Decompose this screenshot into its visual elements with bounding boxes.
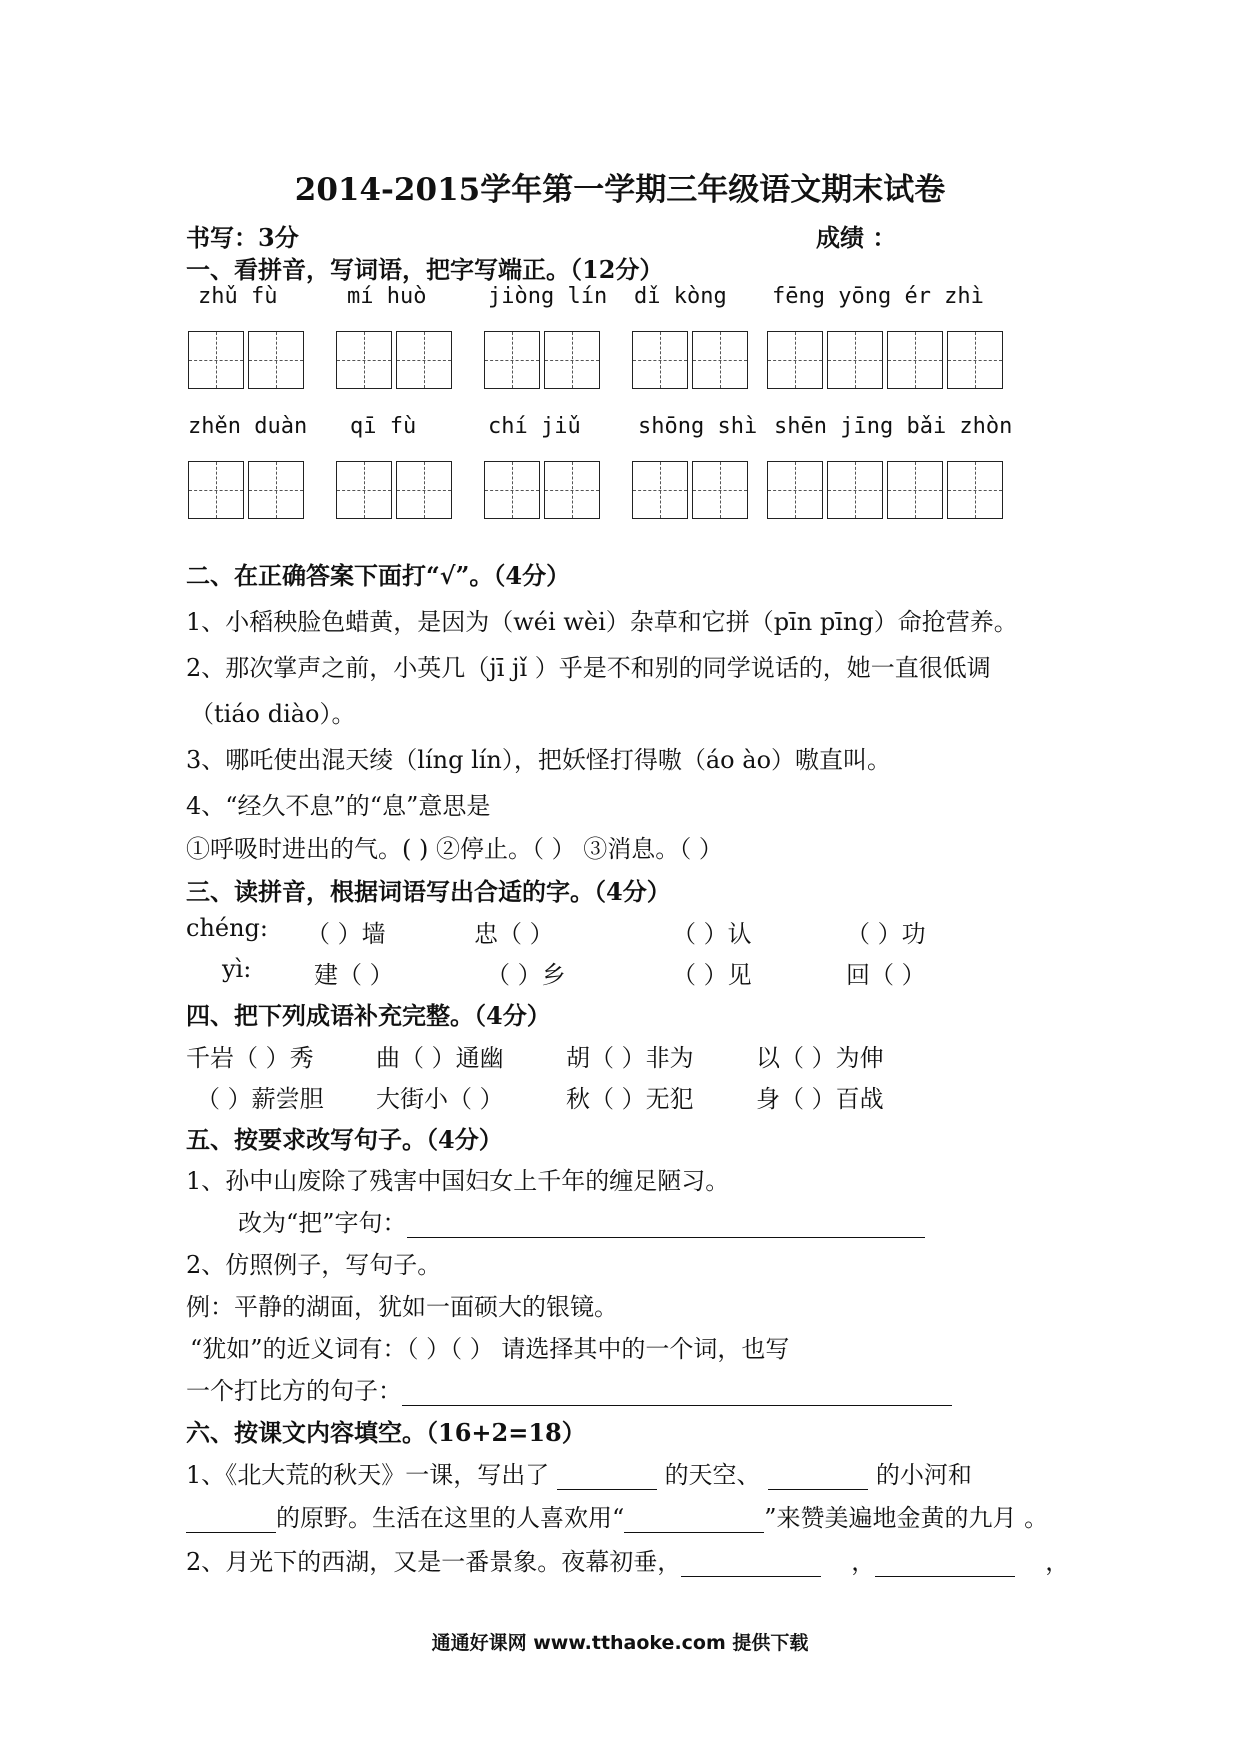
tianzige-cell[interactable] — [396, 331, 452, 389]
s6-question-1 — [186, 1455, 972, 1490]
answer-line[interactable] — [402, 1381, 952, 1406]
s2-question-4: 4、“经久不息”的“息”意思是 — [186, 792, 491, 820]
tianzige-cell[interactable] — [248, 331, 304, 389]
cheng-item: （ ）功 — [846, 920, 926, 948]
s5-question-2: 2、仿照例子，写句子。 — [186, 1251, 442, 1279]
s6-question-1-cont — [186, 1498, 1048, 1533]
idiom-item: 曲（ ）通幽 — [376, 1044, 504, 1072]
pinyin-2-1: zhěn duàn — [188, 414, 308, 439]
s6-q1-part-b: 的天空、 — [664, 1461, 761, 1489]
idiom-item: 秋（ ）无犯 — [566, 1085, 694, 1113]
tianzige-cell[interactable] — [484, 461, 540, 519]
s6-q1-part-a: 1、《北大荒的秋天》一课，写出了 — [186, 1461, 550, 1489]
s6-question-2 — [186, 1542, 1069, 1577]
pinyin-1-2: mí huò — [347, 284, 427, 309]
s5-ba-prompt: 改为“把”字句： — [238, 1209, 407, 1237]
section-4-heading: 四、把下列成语补充完整。（4分） — [186, 1001, 551, 1030]
pinyin-2-3: chí jiǔ — [488, 414, 581, 439]
idiom-item: 胡（ ）非为 — [566, 1044, 694, 1072]
idiom-item: （ ）薪尝胆 — [196, 1085, 324, 1113]
answer-line[interactable] — [407, 1213, 925, 1238]
pinyin-1-1: zhǔ fù — [198, 284, 278, 309]
s2-question-2: 2、那次掌声之前，小英几（jī jǐ ）乎是不和别的同学说话的，她一直很低调 — [186, 654, 991, 682]
tianzige-cell[interactable] — [544, 331, 600, 389]
tianzige-cell[interactable] — [767, 461, 823, 519]
footer-source: 通通好课网 www.tthaoke.com 提供下载 — [431, 1632, 809, 1654]
section-6-heading: 六、按课文内容填空。（16+2=18） — [186, 1418, 586, 1447]
writing-score-label: 书写：3分 — [186, 223, 299, 252]
s6-q1-part-c: 的小河和 — [875, 1461, 972, 1489]
exam-title: 2014-2015学年第一学期三年级语文期末试卷 — [294, 172, 946, 208]
pinyin-2-4: shōng shì — [638, 414, 758, 439]
s6-q2-text: 2、月光下的西湖，又是一番景象。夜幕初垂， — [186, 1548, 682, 1576]
tianzige-cell[interactable] — [692, 461, 748, 519]
yi-label: yì: — [222, 955, 252, 983]
s6-comma: ， — [851, 1548, 876, 1576]
answer-line[interactable] — [681, 1552, 821, 1577]
s2-question-4-options: ①呼吸时进出的气。( ) ②停止。（ ） ③消息。（ ） — [186, 835, 723, 863]
tianzige-cell[interactable] — [188, 461, 244, 519]
tianzige-cell[interactable] — [767, 331, 823, 389]
tianzige-cell[interactable] — [692, 331, 748, 389]
s5-simile-label — [186, 1371, 952, 1406]
tianzige-cell[interactable] — [336, 331, 392, 389]
tianzige-cell[interactable] — [947, 461, 1003, 519]
tianzige-cell[interactable] — [188, 331, 244, 389]
answer-line[interactable] — [768, 1465, 868, 1490]
s6-q1-part-d: 的原野。生活在这里的人喜欢用“ — [276, 1504, 625, 1532]
cheng-item: 忠（ ） — [474, 920, 554, 948]
yi-item: 回（ ） — [846, 961, 926, 989]
tianzige-cell[interactable] — [827, 331, 883, 389]
idiom-item: 大街小（ ） — [376, 1085, 504, 1113]
s5-example: 例：平静的湖面，犹如一面硕大的银镜。 — [186, 1293, 618, 1321]
s2-question-1: 1、小稻秧脸色蜡黄，是因为（wéi wèi）杂草和它拼（pīn pīng）命抢营养。 — [186, 608, 1018, 636]
tianzige-cell[interactable] — [336, 461, 392, 519]
cheng-item: （ ）墙 — [306, 920, 386, 948]
s6-q1-part-e: ”来赞美遍地金黄的九月 。 — [764, 1504, 1049, 1532]
tianzige-cell[interactable] — [632, 461, 688, 519]
grade-label: 成绩 ： — [816, 223, 897, 252]
section-1-heading: 一、看拼音，写词语，把字写端正。（12分） — [186, 255, 664, 284]
tianzige-cell[interactable] — [544, 461, 600, 519]
pinyin-1-4: dǐ kòng — [634, 284, 727, 309]
tianzige-cell[interactable] — [484, 331, 540, 389]
tianzige-cell[interactable] — [887, 461, 943, 519]
section-3-heading: 三、读拼音，根据词语写出合适的字。（4分） — [186, 877, 671, 906]
yi-item: （ ）见 — [672, 961, 752, 989]
tianzige-cell[interactable] — [947, 331, 1003, 389]
pinyin-2-5: shēn jīng bǎi zhòn — [774, 414, 1013, 439]
s5-question-1: 1、孙中山废除了残害中国妇女上千年的缠足陋习。 — [186, 1167, 730, 1195]
s5-synonyms: “犹如”的近义词有：（ ）（ ） 请选择其中的一个词，也写 — [190, 1335, 790, 1363]
cheng-item: （ ）认 — [672, 920, 752, 948]
s2-question-3: 3、哪吒使出混天绫（líng lín），把妖怪打得嗷（áo ào）嗷直叫。 — [186, 746, 892, 774]
s2-question-2-cont: （tiáo diào）。 — [190, 700, 356, 728]
pinyin-1-5: fēng yōng ér zhì — [772, 284, 984, 309]
s5-simile-prompt: 一个打比方的句子： — [186, 1377, 402, 1405]
s6-comma: ， — [1045, 1548, 1070, 1576]
answer-line[interactable] — [875, 1552, 1015, 1577]
pinyin-2-2: qī fù — [350, 414, 417, 439]
idiom-item: 千岩（ ）秀 — [186, 1044, 314, 1072]
yi-item: 建（ ） — [314, 961, 394, 989]
s5-ba-label — [238, 1203, 925, 1238]
tianzige-cell[interactable] — [248, 461, 304, 519]
tianzige-cell[interactable] — [887, 331, 943, 389]
idiom-item: 以（ ）为伸 — [756, 1044, 884, 1072]
cheng-label: chéng: — [186, 914, 269, 942]
yi-item: （ ）乡 — [486, 961, 566, 989]
tianzige-cell[interactable] — [396, 461, 452, 519]
answer-line[interactable] — [186, 1508, 276, 1533]
tianzige-cell[interactable] — [827, 461, 883, 519]
pinyin-1-3: jiòng lín — [488, 284, 608, 309]
answer-line[interactable] — [624, 1508, 764, 1533]
section-5-heading: 五、按要求改写句子。（4分） — [186, 1125, 503, 1154]
idiom-item: 身（ ）百战 — [756, 1085, 884, 1113]
section-2-heading: 二、在正确答案下面打“√”。（4分） — [186, 561, 571, 590]
tianzige-cell[interactable] — [632, 331, 688, 389]
answer-line[interactable] — [557, 1465, 657, 1490]
